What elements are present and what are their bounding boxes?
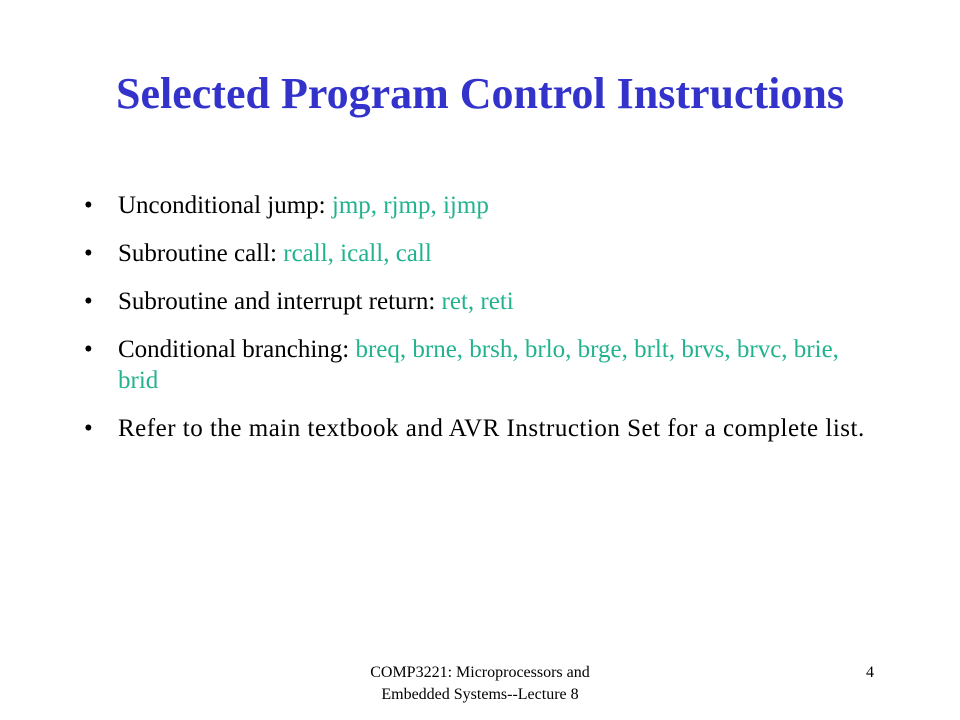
bullet-reference bbox=[84, 407, 884, 451]
bullet-subroutine-call bbox=[84, 238, 884, 269]
bullet-subroutine-return bbox=[84, 286, 884, 317]
bullet-icon: • bbox=[84, 336, 93, 363]
bullet-text: Refer to the main textbook and AVR Instruction Set for a complete list. bbox=[118, 415, 865, 442]
bullet-label: Subroutine call: bbox=[118, 240, 284, 267]
instruction-list: ret, reti bbox=[441, 288, 514, 315]
bullet-icon: • bbox=[84, 415, 94, 442]
bullet-label: Conditional branching: bbox=[118, 336, 356, 363]
instruction-list: breq, brne, brsh, brlo, brge, brlt, brvs, brvc, brie, brid bbox=[118, 336, 839, 394]
bullet-unconditional-jump bbox=[84, 190, 884, 221]
bullet-icon: • bbox=[84, 192, 93, 219]
slide-title: Selected Program Control Instructions bbox=[116, 69, 844, 118]
bullet-icon: • bbox=[84, 288, 93, 315]
slide-footer bbox=[290, 662, 670, 706]
footer-lecture-line: Embedded Systems--Lecture 8 bbox=[381, 686, 579, 703]
bullet-conditional-branching bbox=[84, 334, 884, 396]
instruction-list: rcall, icall, call bbox=[283, 240, 432, 267]
bullet-icon: • bbox=[84, 240, 93, 267]
bullet-label: Unconditional jump: bbox=[118, 192, 332, 219]
footer-course-line: COMP3221: Microprocessors and bbox=[370, 664, 590, 681]
instruction-list: jmp, rjmp, ijmp bbox=[331, 192, 489, 219]
bullet-label: Subroutine and interrupt return: bbox=[118, 288, 442, 315]
bullet-list bbox=[84, 190, 884, 468]
page-number: 4 bbox=[866, 664, 874, 681]
